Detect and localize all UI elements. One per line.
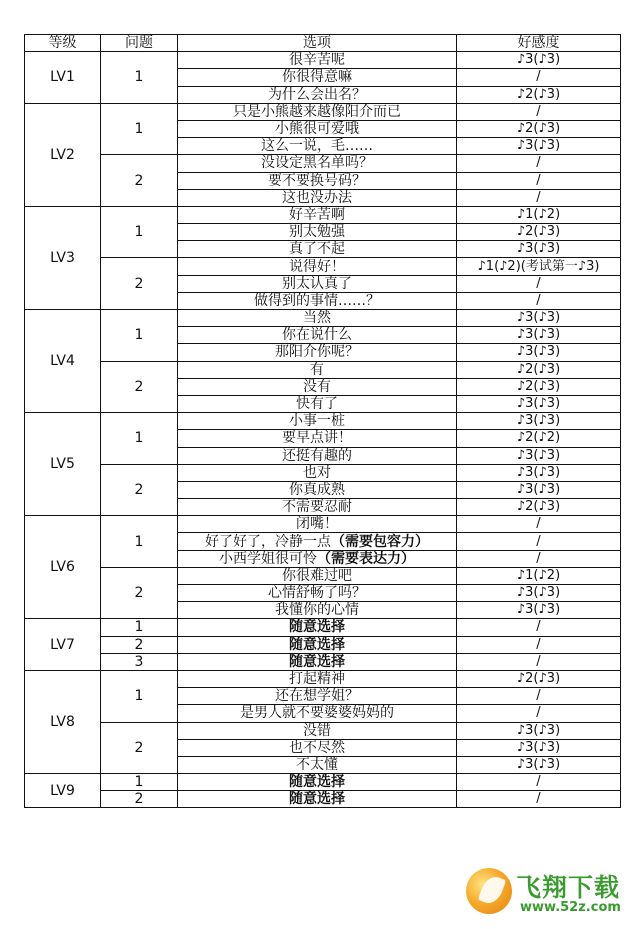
affection-cell: ♪3(♪3)	[457, 241, 621, 258]
option-text: 做得到的事情……？	[254, 292, 380, 309]
option-text: 别太勉强	[289, 224, 345, 241]
level-cell: LV4	[25, 310, 101, 413]
affection-cell: /	[457, 275, 621, 292]
table-row	[25, 310, 621, 327]
option-cell	[178, 602, 457, 619]
affection-cell: /	[457, 533, 621, 550]
question-number-cell: 2	[101, 464, 178, 516]
question-number-cell: 1	[101, 670, 178, 722]
option-cell	[178, 636, 457, 653]
level-cell: LV2	[25, 103, 101, 206]
affection-cell: /	[457, 103, 621, 120]
option-cell	[178, 189, 457, 206]
option-text: 真了不起	[289, 241, 345, 258]
option-cell	[178, 567, 457, 584]
table-row	[25, 774, 621, 791]
option-text: 这么一说，毛……	[261, 138, 373, 155]
option-text: 说得好！	[289, 258, 345, 275]
table-row	[25, 155, 621, 172]
level-cell: LV6	[25, 516, 101, 619]
affection-cell: ♪2(♪3)	[457, 378, 621, 395]
option-cell	[178, 653, 457, 670]
option-cell	[178, 756, 457, 773]
option-cell	[178, 292, 457, 309]
option-cell	[178, 86, 457, 103]
option-cell	[178, 688, 457, 705]
option-cell	[178, 550, 457, 567]
option-text: 还在想学姐？	[275, 688, 359, 705]
question-number-cell: 1	[101, 619, 178, 636]
question-number-cell: 1	[101, 206, 178, 258]
affection-cell: /	[457, 189, 621, 206]
option-cell	[178, 155, 457, 172]
question-number-cell: 3	[101, 653, 178, 670]
option-cell	[178, 138, 457, 155]
affection-cell: ♪2(♪3)	[457, 224, 621, 241]
option-text: 那阳介你呢？	[275, 344, 359, 361]
option-text: 还挺有趣的	[282, 447, 352, 464]
affection-cell: /	[457, 688, 621, 705]
option-cell	[178, 791, 457, 808]
option-text: 很辛苦呢	[289, 52, 345, 69]
affection-cell: ♪3(♪3)	[457, 464, 621, 481]
table-row	[25, 653, 621, 670]
affection-cell: ♪1(♪2)	[457, 567, 621, 584]
table-body	[25, 52, 621, 808]
option-text: 没设定黑名单吗？	[261, 155, 373, 172]
option-text: 你真成熟	[289, 481, 345, 498]
affection-cell: ♪3(♪3)	[457, 327, 621, 344]
option-cell	[178, 69, 457, 86]
option-text: 为什么会出名？	[268, 86, 366, 103]
option-text: 小事一桩	[289, 413, 345, 430]
option-text: 快有了	[296, 396, 338, 413]
option-cell	[178, 172, 457, 189]
option-cell	[178, 447, 457, 464]
affection-cell: ♪3(♪3)	[457, 395, 621, 412]
option-cell	[178, 533, 457, 550]
affection-cell: ♪2(♪3)	[457, 120, 621, 137]
option-cell	[178, 361, 457, 378]
question-number-cell: 2	[101, 155, 178, 207]
option-cell	[178, 275, 457, 292]
affection-cell: ♪2(♪3)	[457, 361, 621, 378]
affection-cell: ♪2(♪3)	[457, 86, 621, 103]
question-number-cell: 2	[101, 636, 178, 653]
affection-cell: ♪3(♪3)	[457, 585, 621, 602]
option-text: 要不要换号码？	[268, 172, 366, 189]
option-text: 有	[310, 361, 324, 378]
option-cell	[178, 670, 457, 687]
option-text: 当然	[303, 310, 331, 327]
watermark-url: www.52z.com	[520, 900, 621, 915]
table-row	[25, 567, 621, 584]
question-number-cell: 2	[101, 791, 178, 808]
affection-cell: ♪3(♪3)	[457, 481, 621, 498]
option-cell	[178, 739, 457, 756]
option-text: 也不尽然	[289, 739, 345, 756]
table-row	[25, 103, 621, 120]
option-cell	[178, 206, 457, 223]
question-number-cell: 1	[101, 774, 178, 791]
header-option: 选项	[178, 35, 457, 52]
table-row	[25, 413, 621, 430]
level-cell: LV7	[25, 619, 101, 671]
table-row	[25, 722, 621, 739]
option-cell	[178, 395, 457, 412]
affection-cell: ♪3(♪3)	[457, 413, 621, 430]
option-cell	[178, 499, 457, 516]
table-row	[25, 52, 621, 69]
option-text: 是男人就不要婆婆妈妈的	[240, 705, 394, 722]
table-row	[25, 670, 621, 687]
affection-cell: /	[457, 774, 621, 791]
affection-cell: ♪3(♪3)	[457, 447, 621, 464]
table-row	[25, 464, 621, 481]
header-question: 问题	[101, 35, 178, 52]
option-cell	[178, 310, 457, 327]
question-number-cell: 2	[101, 722, 178, 774]
option-cell	[178, 516, 457, 533]
table-row	[25, 206, 621, 223]
affection-cell: /	[457, 653, 621, 670]
option-cell	[178, 430, 457, 447]
table-row	[25, 361, 621, 378]
option-cell	[178, 241, 457, 258]
table-row	[25, 258, 621, 275]
option-text: 心情舒畅了吗？	[268, 585, 366, 602]
affection-cell: ♪3(♪3)	[457, 310, 621, 327]
question-number-cell: 2	[101, 567, 178, 619]
option-cell	[178, 619, 457, 636]
option-text: 你很难过吧	[282, 567, 352, 584]
option-text: 好了好了，冷静一点	[205, 533, 331, 550]
affection-cell: ♪3(♪3)	[457, 722, 621, 739]
affection-cell: /	[457, 636, 621, 653]
question-number-cell: 1	[101, 413, 178, 465]
option-text: 没错	[303, 722, 331, 739]
option-text: 小西学姐很可怜	[219, 550, 317, 567]
affection-cell: ♪3(♪3)	[457, 602, 621, 619]
option-cell	[178, 103, 457, 120]
option-text: 随意选择	[289, 791, 345, 808]
header-level: 等级	[25, 35, 101, 52]
question-number-cell: 1	[101, 103, 178, 155]
affection-cell: /	[457, 516, 621, 533]
option-cell	[178, 120, 457, 137]
level-cell: LV5	[25, 413, 101, 516]
affection-cell: /	[457, 292, 621, 309]
option-cell	[178, 258, 457, 275]
affection-cell: /	[457, 619, 621, 636]
option-text: 好辛苦啊	[289, 206, 345, 223]
option-requirement-note: （需要表达力）	[317, 550, 415, 567]
question-number-cell: 2	[101, 361, 178, 413]
option-text: 小熊很可爱哦	[275, 121, 359, 138]
watermark-title: 飞翔下载	[516, 873, 621, 902]
affection-cell: ♪1(♪2)	[457, 206, 621, 223]
affection-cell: /	[457, 172, 621, 189]
affection-cell: ♪3(♪3)	[457, 756, 621, 773]
affection-cell: /	[457, 550, 621, 567]
option-text: 我懂你的心情	[275, 602, 359, 619]
option-cell	[178, 774, 457, 791]
option-text: 打起精神	[289, 671, 345, 688]
watermark-logo	[464, 866, 634, 920]
level-cell: LV3	[25, 206, 101, 309]
option-cell	[178, 585, 457, 602]
affection-cell: ♪2(♪3)	[457, 499, 621, 516]
header-row	[25, 35, 621, 52]
option-cell	[178, 378, 457, 395]
option-cell	[178, 464, 457, 481]
option-text: 随意选择	[289, 774, 345, 791]
affection-cell: /	[457, 69, 621, 86]
option-cell	[178, 327, 457, 344]
affection-cell: ♪1(♪2)(考试第一♪3)	[457, 258, 621, 275]
option-cell	[178, 52, 457, 69]
affection-cell: ♪3(♪3)	[457, 138, 621, 155]
option-text: 这也没办法	[282, 189, 352, 206]
level-cell: LV8	[25, 670, 101, 773]
option-cell	[178, 413, 457, 430]
option-requirement-note: （需要包容力）	[331, 533, 429, 550]
option-cell	[178, 722, 457, 739]
affection-cell: ♪2(♪2)	[457, 430, 621, 447]
option-text: 你在说什么	[282, 327, 352, 344]
option-text: 没有	[303, 378, 331, 395]
question-number-cell: 1	[101, 310, 178, 362]
option-text: 只是小熊越来越像阳介而已	[233, 103, 401, 120]
option-cell	[178, 224, 457, 241]
option-text: 要早点讲！	[282, 430, 352, 447]
option-cell	[178, 344, 457, 361]
question-number-cell: 2	[101, 258, 178, 310]
option-text: 随意选择	[289, 653, 345, 670]
question-number-cell: 1	[101, 52, 178, 104]
affection-cell: ♪3(♪3)	[457, 739, 621, 756]
table-row	[25, 636, 621, 653]
affection-cell: ♪3(♪3)	[457, 52, 621, 69]
level-cell: LV9	[25, 774, 101, 808]
option-text: 随意选择	[289, 636, 345, 653]
affection-cell: /	[457, 705, 621, 722]
affection-cell: /	[457, 791, 621, 808]
table-row	[25, 619, 621, 636]
affection-table	[24, 34, 621, 808]
option-text: 别太认真了	[282, 275, 352, 292]
question-number-cell: 1	[101, 516, 178, 568]
option-text: 不太懂	[296, 756, 338, 773]
option-text: 也对	[303, 464, 331, 481]
option-text: 闭嘴！	[296, 516, 338, 533]
table-row	[25, 791, 621, 808]
affection-cell: ♪3(♪3)	[457, 344, 621, 361]
header-affection: 好感度	[457, 35, 621, 52]
option-text: 不需要忍耐	[282, 499, 352, 516]
option-cell	[178, 705, 457, 722]
option-text: 你很得意嘛	[282, 69, 352, 86]
level-cell: LV1	[25, 52, 101, 104]
option-text: 随意选择	[289, 619, 345, 636]
affection-cell: /	[457, 155, 621, 172]
option-cell	[178, 481, 457, 498]
affection-cell: ♪2(♪3)	[457, 670, 621, 687]
table-row	[25, 516, 621, 533]
